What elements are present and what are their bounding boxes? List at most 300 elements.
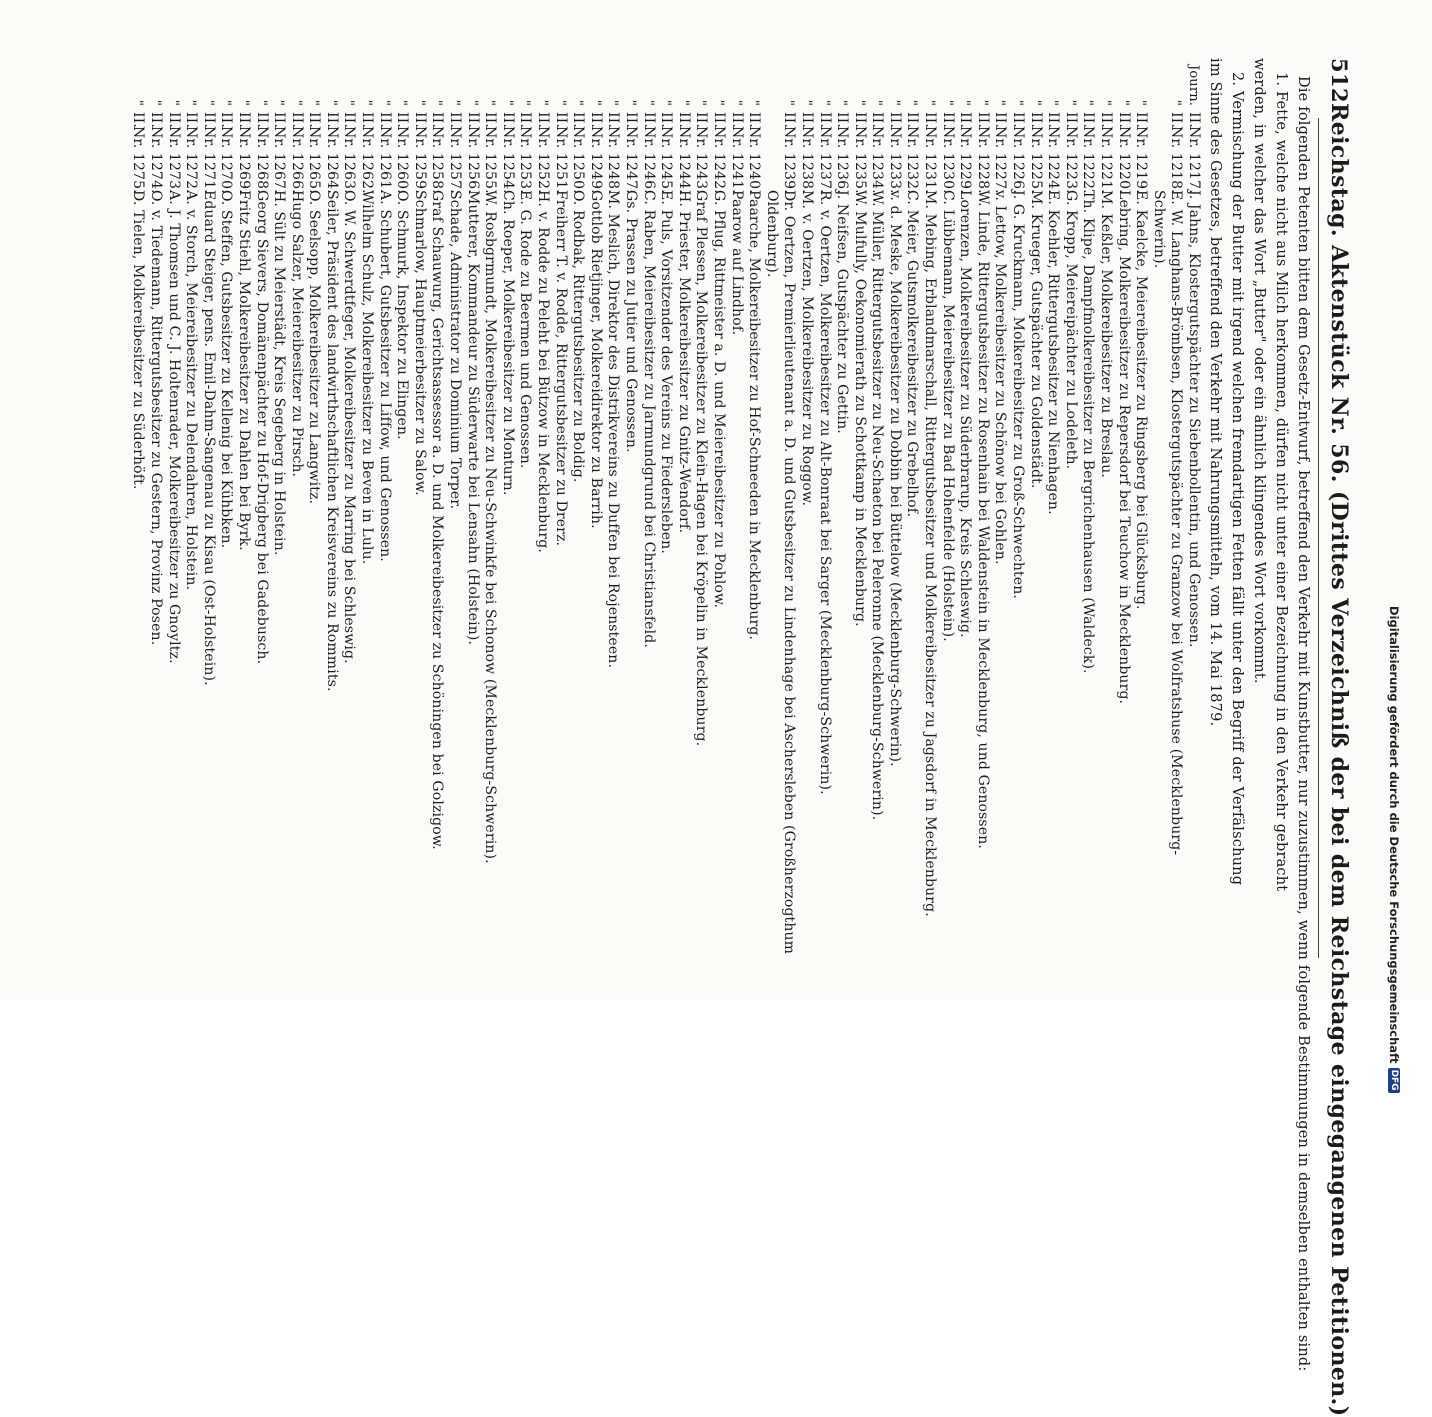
petition-text: Wilhelm Schulz, Molkereibesitzer zu Beven in Lulu. — [359, 190, 376, 565]
petition-row — [445, 58, 463, 958]
petition-text: E. Koehler, Rittergutsbesitzer zu Nienhagen. — [1045, 190, 1062, 515]
petition-row — [1079, 58, 1097, 958]
petition-mark: " — [147, 99, 163, 106]
petition-number: Nr. 1251. — [552, 126, 569, 194]
petition-text: O. Seelsopp, Molkereibesitzer zu Langwitz. — [306, 190, 323, 505]
petition-text: J. G. Kruckmann, Molkereibesitzer zu Groß-Schwechten. — [1010, 190, 1027, 599]
petition-number: Nr. 1259. — [411, 126, 428, 194]
petition-row — [1026, 58, 1044, 958]
petition-roman: II. — [165, 112, 182, 128]
petition-mark: " — [271, 99, 287, 106]
petition-number: Nr. 1235. — [851, 126, 868, 194]
petition-mark: " — [1168, 99, 1184, 106]
petition-mark: " — [1115, 99, 1131, 106]
petition-text: J. Neifsen, Gutspächter zu Gettin. — [834, 190, 851, 434]
petition-text: Th. Klipe, Dampfmolkereibesitzer zu Bergrichenhausen (Waldeck). — [1080, 190, 1097, 674]
petition-text: Freiherr T. v. Rodde, Rittergutsbesitzer zu Drerz. — [552, 190, 569, 547]
petition-mark: " — [869, 99, 885, 106]
petition-row — [375, 58, 393, 958]
petition-roman — [762, 112, 780, 126]
petition-text: G. Pflug, Rittmeister a. D. und Meiereibesitzer zu Pohlow. — [710, 190, 727, 609]
petition-number: Nr. 1226. — [1010, 126, 1027, 194]
petition-number: Nr. 1229. — [957, 126, 974, 194]
petition-mark: " — [1080, 99, 1096, 106]
petition-row — [1132, 58, 1150, 958]
petition-number: Nr. 1222. — [1080, 126, 1097, 194]
petition-number: Nr. 1241. — [728, 126, 745, 194]
petition-text: R. v. Oertzen, Molkereibesitzer zu Alt-Bonraat bei Sarger (Mecklenburg-Schwerin). — [816, 190, 833, 795]
petition-text: W. Linde, Rittergutsbesitzer zu Rosenhain bei Waldenstein in Mecklenburg, und Genossen. — [974, 190, 991, 849]
petition-text: H. v. Rodde zu Peleht bei Bützow in Mecklenburg. — [535, 190, 552, 553]
petition-roman: II. — [218, 112, 235, 128]
petition-mark: " — [1133, 99, 1149, 106]
petition-row — [270, 58, 288, 958]
petition-roman: II. — [1115, 112, 1132, 128]
petition-roman: II. — [1027, 112, 1044, 128]
petition-mark: " — [130, 99, 146, 106]
petition-number: Nr. 1275. — [130, 126, 147, 194]
petition-mark: " — [183, 99, 199, 106]
petition-number: Nr. 1246. — [640, 126, 657, 194]
petition-roman: II. — [886, 112, 903, 128]
petition-number: Nr. 1274. — [147, 126, 164, 194]
petition-row — [322, 58, 340, 958]
petition-number: Nr. 1254. — [499, 126, 516, 194]
petition-roman: II. — [1168, 112, 1185, 128]
petition-mark: " — [359, 99, 375, 106]
petition-mark: " — [675, 99, 691, 106]
petition-row — [586, 58, 604, 958]
petition-roman: II. — [376, 112, 393, 128]
petition-number: Nr. 1220. — [1115, 126, 1132, 194]
petition-text: A. v. Storch, Meiereibesitzer zu Delendahren, Holstein. — [183, 190, 200, 591]
petition-number: Nr. 1270. — [218, 126, 235, 194]
petition-text: M. Keßler, Molkereibesitzer zu Breslau. — [1098, 190, 1115, 479]
petition-mark: " — [1027, 99, 1043, 106]
petition-mark: Journ. — [1186, 64, 1201, 106]
petition-text: Seiler, Präsident des landwirthschaftlichen Kreisvereins zu Rommits. — [323, 190, 340, 692]
petition-mark: " — [886, 99, 902, 106]
intro-paragraph: Die folgenden Petenten bitten dem Gesetz-Entwurf, betreffend den Verkehr mit Kunstbutter, nur zuzustimmen, wenn folgende Bestimmungen in demselben enthalten sind: — [1295, 76, 1311, 1372]
petition-mark: " — [341, 99, 357, 106]
petition-row — [727, 58, 745, 958]
petition-mark: " — [552, 99, 568, 106]
petition-row — [973, 58, 991, 958]
petition-number: Nr. 1266. — [288, 126, 305, 194]
petition-text: M. Krueger, Gutspächter zu Goldenstädt. — [1027, 190, 1044, 489]
petition-row — [1167, 58, 1185, 958]
petition-row — [305, 58, 323, 958]
petition-row — [234, 58, 252, 958]
page-header — [1318, 58, 1352, 1417]
petition-number: Nr. 1265. — [306, 126, 323, 194]
petition-mark: " — [851, 99, 867, 106]
petition-roman: II. — [200, 112, 217, 128]
petition-text: M. Mebing, Erblandmarschall, Rittergutsbesitzer und Molkereibesitzer zu Jagsdorf in Mecklenburg. — [922, 190, 939, 917]
petition-roman: II. — [974, 112, 991, 128]
petition-roman: II. — [922, 112, 939, 128]
footer-text: Digitalisierung gefördert durch die Deutsche Forschungsgemeinschaft — [1387, 606, 1401, 1064]
intro-item-1-cont: werden, in welcher das Wort „Butter" oder ein ähnlich klingendes Wort vorkommt. — [1251, 58, 1267, 684]
petition-roman: II. — [798, 112, 815, 128]
petition-number: Nr. 1245. — [658, 126, 675, 194]
petition-row — [674, 58, 692, 958]
petition-row — [1114, 58, 1132, 958]
petition-mark: " — [570, 99, 586, 106]
petition-number: Nr. 1252. — [535, 126, 552, 194]
petition-row — [815, 58, 833, 958]
petition-number: Nr. 1227. — [992, 126, 1009, 194]
petition-row — [991, 58, 1009, 958]
petition-text: W. Mulfully, Oekonomierath zu Schottkamp in Mecklenburg. — [851, 190, 868, 627]
petition-text: E. G. Rode zu Beermen und Genossen. — [517, 190, 534, 469]
petition-row — [621, 58, 639, 958]
header-rule — [1318, 118, 1319, 958]
petition-row — [551, 58, 569, 958]
petition-number: Nr. 1256. — [464, 126, 481, 194]
petition-number: Nr. 1239. — [781, 126, 798, 194]
petition-mark: " — [728, 99, 744, 106]
petition-row — [1184, 58, 1202, 958]
petition-roman: II. — [1010, 112, 1027, 128]
petition-text: Fritz Stiehl, Molkereibesitzer zu Dahlen bei Byrk. — [235, 190, 252, 551]
petition-row — [657, 58, 675, 958]
petition-roman: II. — [341, 112, 358, 128]
petition-mark: " — [235, 99, 251, 106]
petition-row — [498, 58, 516, 958]
petition-mark: " — [834, 99, 850, 106]
petition-text: C. Meier, Gutsmolkereibesitzer zu Grebelhof. — [904, 190, 921, 518]
petition-number: Nr. 1224. — [1045, 126, 1062, 194]
petition-row — [410, 58, 428, 958]
petition-roman: II. — [464, 112, 481, 128]
footer-credit — [1384, 606, 1404, 1091]
petition-number: Nr. 1243. — [693, 126, 710, 194]
intro-block — [1204, 58, 1314, 1372]
petition-row-continuation — [1149, 58, 1167, 958]
petition-number: Nr. 1230. — [939, 126, 956, 194]
petition-row — [463, 58, 481, 958]
petition-mark: " — [587, 99, 603, 106]
petition-row — [692, 58, 710, 958]
petition-text: D. Tielen, Molkereibesitzer zu Süderhöft. — [130, 190, 147, 490]
running-title: Reichstag. Aktenstück Nr. 56. (Drittes Verzeichniß der bei dem Reichstage eingegangenen Petitionen.) — [1326, 103, 1352, 1417]
petition-mark: " — [922, 99, 938, 106]
petition-text: G. Kropp, Meiereipächter zu Lodeleth. — [1062, 190, 1079, 470]
petition-roman: II. — [1062, 112, 1079, 128]
petition-mark: " — [323, 99, 339, 106]
petition-row — [780, 58, 798, 958]
petition-text: Schmarlow, Hauptmeierbesitzer zu Salow. — [411, 190, 428, 496]
petition-number: Nr. 1271. — [200, 126, 217, 194]
petition-text: C. Lübbemann, Meiereibesitzer zu Bad Hohenfelde (Holstein). — [939, 190, 956, 642]
petition-roman: II. — [834, 112, 851, 128]
petition-roman: II. — [1098, 112, 1115, 128]
petition-roman: II. — [429, 112, 446, 128]
petition-text: A. J. Thomsen und C. J. Holtenrader, Molkereibesitzer zu Gnoyltz. — [165, 190, 182, 664]
petition-number: Nr. 1249. — [587, 126, 604, 194]
petition-roman: II. — [623, 112, 639, 128]
petition-text: v. Lettow, Molkereibesitzer zu Schönow bei Gohlen. — [992, 190, 1009, 565]
petition-roman: II. — [235, 112, 252, 128]
petition-row — [287, 58, 305, 958]
petition-text: Eduard Steiger, pens. Emil-Dahm-Sangenau zu Kisau (Ost-Holstein). — [200, 190, 217, 686]
petition-mark: " — [394, 99, 410, 106]
petition-row — [938, 58, 956, 958]
petition-number: Nr. 1242. — [710, 126, 727, 194]
petition-mark: " — [992, 99, 1008, 106]
petition-text: Mutterer, Kommandeur zu Süderwarte bei Lensahn (Holstein). — [464, 190, 481, 646]
petition-number: Nr. 1267. — [271, 126, 288, 194]
petition-text: Paarow auf Lindhof. — [728, 190, 745, 336]
petition-roman: II. — [253, 112, 270, 128]
petition-text: Paarche, Molkereibesitzer zu Hof-Schneeden in Mecklenburg. — [746, 190, 763, 641]
petition-text: O. W. Schwerdtfeger, Molkereibesitzer zu Marring bei Schleswig. — [341, 190, 358, 664]
petition-mark: " — [306, 99, 322, 106]
petition-mark: " — [200, 99, 216, 106]
petition-row — [252, 58, 270, 958]
petition-text: O. Schmurk, Inspektor zu Elingen. — [394, 190, 411, 440]
petition-row — [1096, 58, 1114, 958]
petition-row — [709, 58, 727, 958]
petition-roman: II. — [640, 112, 657, 128]
petition-number: Nr. 1221. — [1098, 126, 1115, 194]
petition-text: O. Rodbak, Rittergutsbesitzer zu Boldig. — [570, 190, 587, 483]
petition-row-continuation — [762, 58, 780, 958]
petition-roman: II. — [306, 112, 323, 128]
petition-mark: " — [939, 99, 955, 106]
petition-roman: II. — [816, 112, 833, 128]
petition-mark: " — [904, 99, 920, 106]
petition-text: Lorenzen, Molkereibesitzer zu Süderbrarup, Kreis Schleswig. — [957, 190, 974, 638]
petition-number: Nr. 1231. — [922, 126, 939, 194]
petition-row — [850, 58, 868, 958]
petition-mark: " — [535, 99, 551, 106]
petition-number: Nr. 1237. — [816, 126, 833, 194]
petition-number: Nr. 1238. — [798, 126, 815, 194]
petition-roman: II. — [728, 112, 745, 128]
petition-text: O. Steffen, Gutsbesitzer zu Kellenig bei Kühbken. — [218, 190, 235, 549]
petition-text: Dr. Oertzen, Premierlieutenant a. D. und Gutsbesitzer zu Lindenhage bei Aschersleben (Großherzogthum — [781, 190, 798, 955]
petition-number: Nr. 1244. — [675, 126, 692, 194]
petition-roman: II. — [710, 112, 727, 128]
petition-text: H. Sült zu Meierstädt, Kreis Segeberg in Holstein. — [271, 190, 288, 556]
petition-text: C. Raben, Meiereibesitzer zu Jarmundgrund bei Christiansfeld. — [640, 190, 657, 648]
petition-roman: II. — [271, 112, 288, 128]
petition-roman: II. — [781, 112, 798, 128]
petition-text: W. Müller, Rittergutsbesitzer zu Neu-Schaeton bei Peleronne (Mecklenburg-Schwerin). — [869, 190, 886, 821]
petition-row — [182, 58, 200, 958]
petition-row — [393, 58, 411, 958]
petition-row — [428, 58, 446, 958]
petition-mark: " — [447, 99, 463, 106]
petition-roman: II. — [939, 112, 956, 128]
petition-roman: II. — [535, 112, 552, 128]
petition-number: Nr. 1232. — [904, 126, 921, 194]
petition-text: Georg Sievers, Domänenpächter zu Hof-Drigberg bei Gadebusch. — [253, 190, 270, 665]
petition-row — [516, 58, 534, 958]
petition-row — [885, 58, 903, 958]
petition-row — [1044, 58, 1062, 958]
petition-number: Nr. 1262. — [359, 126, 376, 194]
petition-text: A. Schubert, Gutsbesitzer zu Liffow, und Genossen. — [376, 190, 393, 562]
petition-number: Nr. 1253. — [517, 126, 534, 194]
petition-roman: II. — [323, 112, 340, 128]
petition-roman: II. — [499, 112, 516, 128]
petition-mark: " — [974, 99, 990, 106]
petition-roman: II. — [693, 112, 710, 128]
petition-row — [868, 58, 886, 958]
petition-mark: " — [1098, 99, 1114, 106]
petition-mark: " — [693, 99, 709, 106]
petition-mark: " — [288, 99, 304, 106]
petition-number: Nr. 1255. — [482, 126, 499, 194]
petition-roman: II. — [992, 112, 1009, 128]
petition-mark: " — [253, 99, 269, 106]
petition-mark: " — [499, 99, 515, 106]
petition-text: M. v. Oertzen, Molkereibesitzer zu Roggow. — [798, 190, 815, 507]
petition-number: Nr. 1218. — [1168, 126, 1185, 194]
petition-roman: II. — [394, 112, 411, 128]
petition-text: v. d. Meske, Molkereibesitzer zu Dobbin bei Büttelow (Mecklenburg-Schwerin). — [886, 190, 903, 767]
petition-row — [533, 58, 551, 958]
petition-number: Nr. 1269. — [235, 126, 252, 194]
petition-text: O. v. Tiedemann, Rittergutsbesitzer zu Gestern, Provinz Posen. — [147, 190, 164, 646]
petition-number: Nr. 1233. — [886, 126, 903, 194]
petition-number: Nr. 1236. — [834, 126, 851, 194]
petition-row — [481, 58, 499, 958]
petition-mark: " — [1045, 99, 1061, 106]
petition-number — [1149, 126, 1167, 190]
petition-text: E. W. Langhans-Brömbsen, Klostergutspächter zu Granzow bei Wolfratshuse (Mecklenburg- — [1168, 190, 1185, 856]
petition-row — [956, 58, 974, 958]
petition-roman: II. — [288, 112, 305, 128]
petition-row — [146, 58, 164, 958]
petition-roman: II. — [147, 112, 164, 128]
page-number: 512 — [1327, 58, 1352, 104]
petition-row — [745, 58, 763, 958]
petition-row — [797, 58, 815, 958]
petition-number: Nr. 1263. — [341, 126, 358, 194]
petition-roman: II. — [587, 112, 604, 128]
petition-number: Nr. 1268. — [253, 126, 270, 194]
petition-text: J. Jahns, Klostergutspächter zu Siebenbollentin, und Genossen. — [1186, 190, 1202, 648]
petition-text: Schwerin). — [1150, 190, 1167, 269]
petition-roman: II. — [605, 112, 622, 128]
petition-roman: II. — [482, 112, 499, 128]
petition-row — [1061, 58, 1079, 958]
petition-mark: " — [605, 99, 621, 106]
petition-text: Lebring, Molkereibesitzer zu Repersdorf bei Teuchow in Mecklenburg. — [1115, 190, 1132, 705]
petition-text: Hugo Salzer, Meiereibesitzer zu Pirsch. — [288, 190, 305, 478]
petition-text: H. Priester, Molkereibesitzer zu Gnitz-Wendorf. — [675, 190, 692, 534]
petition-number: Nr. 1273. — [165, 126, 182, 194]
petition-mark: " — [816, 99, 832, 106]
petition-number: Nr. 1234. — [869, 126, 886, 194]
petition-mark: " — [482, 99, 498, 106]
petition-number: Nr. 1240. — [746, 126, 763, 194]
petition-roman: II. — [675, 112, 692, 128]
petition-mark: " — [218, 99, 234, 106]
petition-mark: " — [781, 99, 797, 106]
intro-item-2-cont: im Sinne des Gesetzes, betreffend den Verkehr mit Nahrungsmitteln, vom 14. Mai 1879. — [1207, 58, 1223, 727]
petition-roman — [1149, 112, 1167, 126]
petition-list — [129, 58, 1202, 958]
petition-row — [639, 58, 657, 958]
petition-mark: " — [710, 99, 726, 106]
petition-roman: II. — [851, 112, 868, 128]
petition-row — [921, 58, 939, 958]
petition-number: Nr. 1257. — [447, 126, 464, 194]
petition-mark: " — [1010, 99, 1026, 106]
petition-roman: II. — [447, 112, 464, 128]
petition-roman: II. — [1133, 112, 1150, 128]
petition-roman: II. — [746, 112, 763, 128]
petition-mark — [762, 58, 780, 112]
petition-row — [358, 58, 376, 958]
petition-roman: II. — [517, 112, 534, 128]
petition-number: Nr. 1264. — [323, 126, 340, 194]
petition-number: Nr. 1261. — [376, 126, 393, 194]
petition-number: Nr. 1223. — [1062, 126, 1079, 194]
petition-row — [569, 58, 587, 958]
petition-mark: " — [1062, 99, 1078, 106]
petition-number: Nr. 1225. — [1027, 126, 1044, 194]
petition-roman: II. — [552, 112, 569, 128]
page-content — [52, 58, 1352, 1417]
petition-mark: " — [165, 99, 181, 106]
petition-roman: II. — [658, 112, 675, 128]
petition-text: E. Kaelcke, Meiereibesitzer zu Ringsberg bei Glücksburg. — [1133, 190, 1150, 610]
petition-text: Schade, Administrator zu Dominium Torper. — [447, 190, 464, 510]
petition-roman: II. — [1080, 112, 1097, 128]
petition-text: Gs. Prassen zu Jutier und Genossen. — [623, 190, 639, 453]
petition-number: Nr. 1258. — [429, 126, 446, 194]
petition-number: Nr. 1260. — [394, 126, 411, 194]
petition-row — [903, 58, 921, 958]
petition-roman: II. — [904, 112, 921, 128]
dfg-logo: DFG — [1389, 1069, 1399, 1091]
petition-roman: II. — [183, 112, 200, 128]
petition-roman: II. — [411, 112, 428, 128]
petition-text: M. Meslich, Direktor des Distrikvereins zu Duffen bei Rojensteen. — [605, 190, 622, 669]
petition-text: Graf Schauwurg, Gerichtsassessor a. D. und Molkereibesitzer zu Schöningen bei Golzigow. — [429, 190, 446, 850]
petition-number: Nr. 1248. — [605, 126, 622, 194]
petition-row — [340, 58, 358, 958]
petition-mark — [1149, 58, 1167, 112]
petition-number: Nr. 1219. — [1133, 126, 1150, 194]
petition-mark: " — [798, 99, 814, 106]
petition-row — [164, 58, 182, 958]
petition-text: W. Rosbgrmundt, Molkereibesitzer zu Neu-Schwinkfe bei Schonow (Mecklenburg-Schwerin). — [482, 190, 499, 864]
petition-row — [129, 58, 147, 958]
petition-number: Nr. 1217. — [1186, 126, 1202, 194]
petition-roman: II. — [957, 112, 974, 128]
intro-item-2: 2. Vermischung der Butter mit irgend welchen fremdartigen Fetten fällt unter den Begriff der Verfälschung — [1229, 72, 1245, 886]
petition-roman: II. — [359, 112, 376, 128]
petition-mark: " — [376, 99, 392, 106]
petition-text: Ch. Roeper, Molkereibesitzer zu Monturn. — [499, 190, 516, 496]
petition-roman: II. — [1186, 112, 1202, 128]
petition-number: Nr. 1250. — [570, 126, 587, 194]
petition-text: E. Puls, Vorsitzender des Vereins zu Fiedersleben. — [658, 190, 675, 554]
petition-number — [762, 126, 780, 190]
petition-roman: II. — [130, 112, 147, 128]
petition-text: Oldenburg). — [763, 190, 780, 278]
intro-item-1: 1. Fette, welche nicht aus Milch herkommen, dürfen nicht unter einer Bezeichnung in den Verkehr gebracht — [1273, 72, 1289, 892]
petition-row — [199, 58, 217, 958]
petition-mark: " — [746, 99, 762, 106]
